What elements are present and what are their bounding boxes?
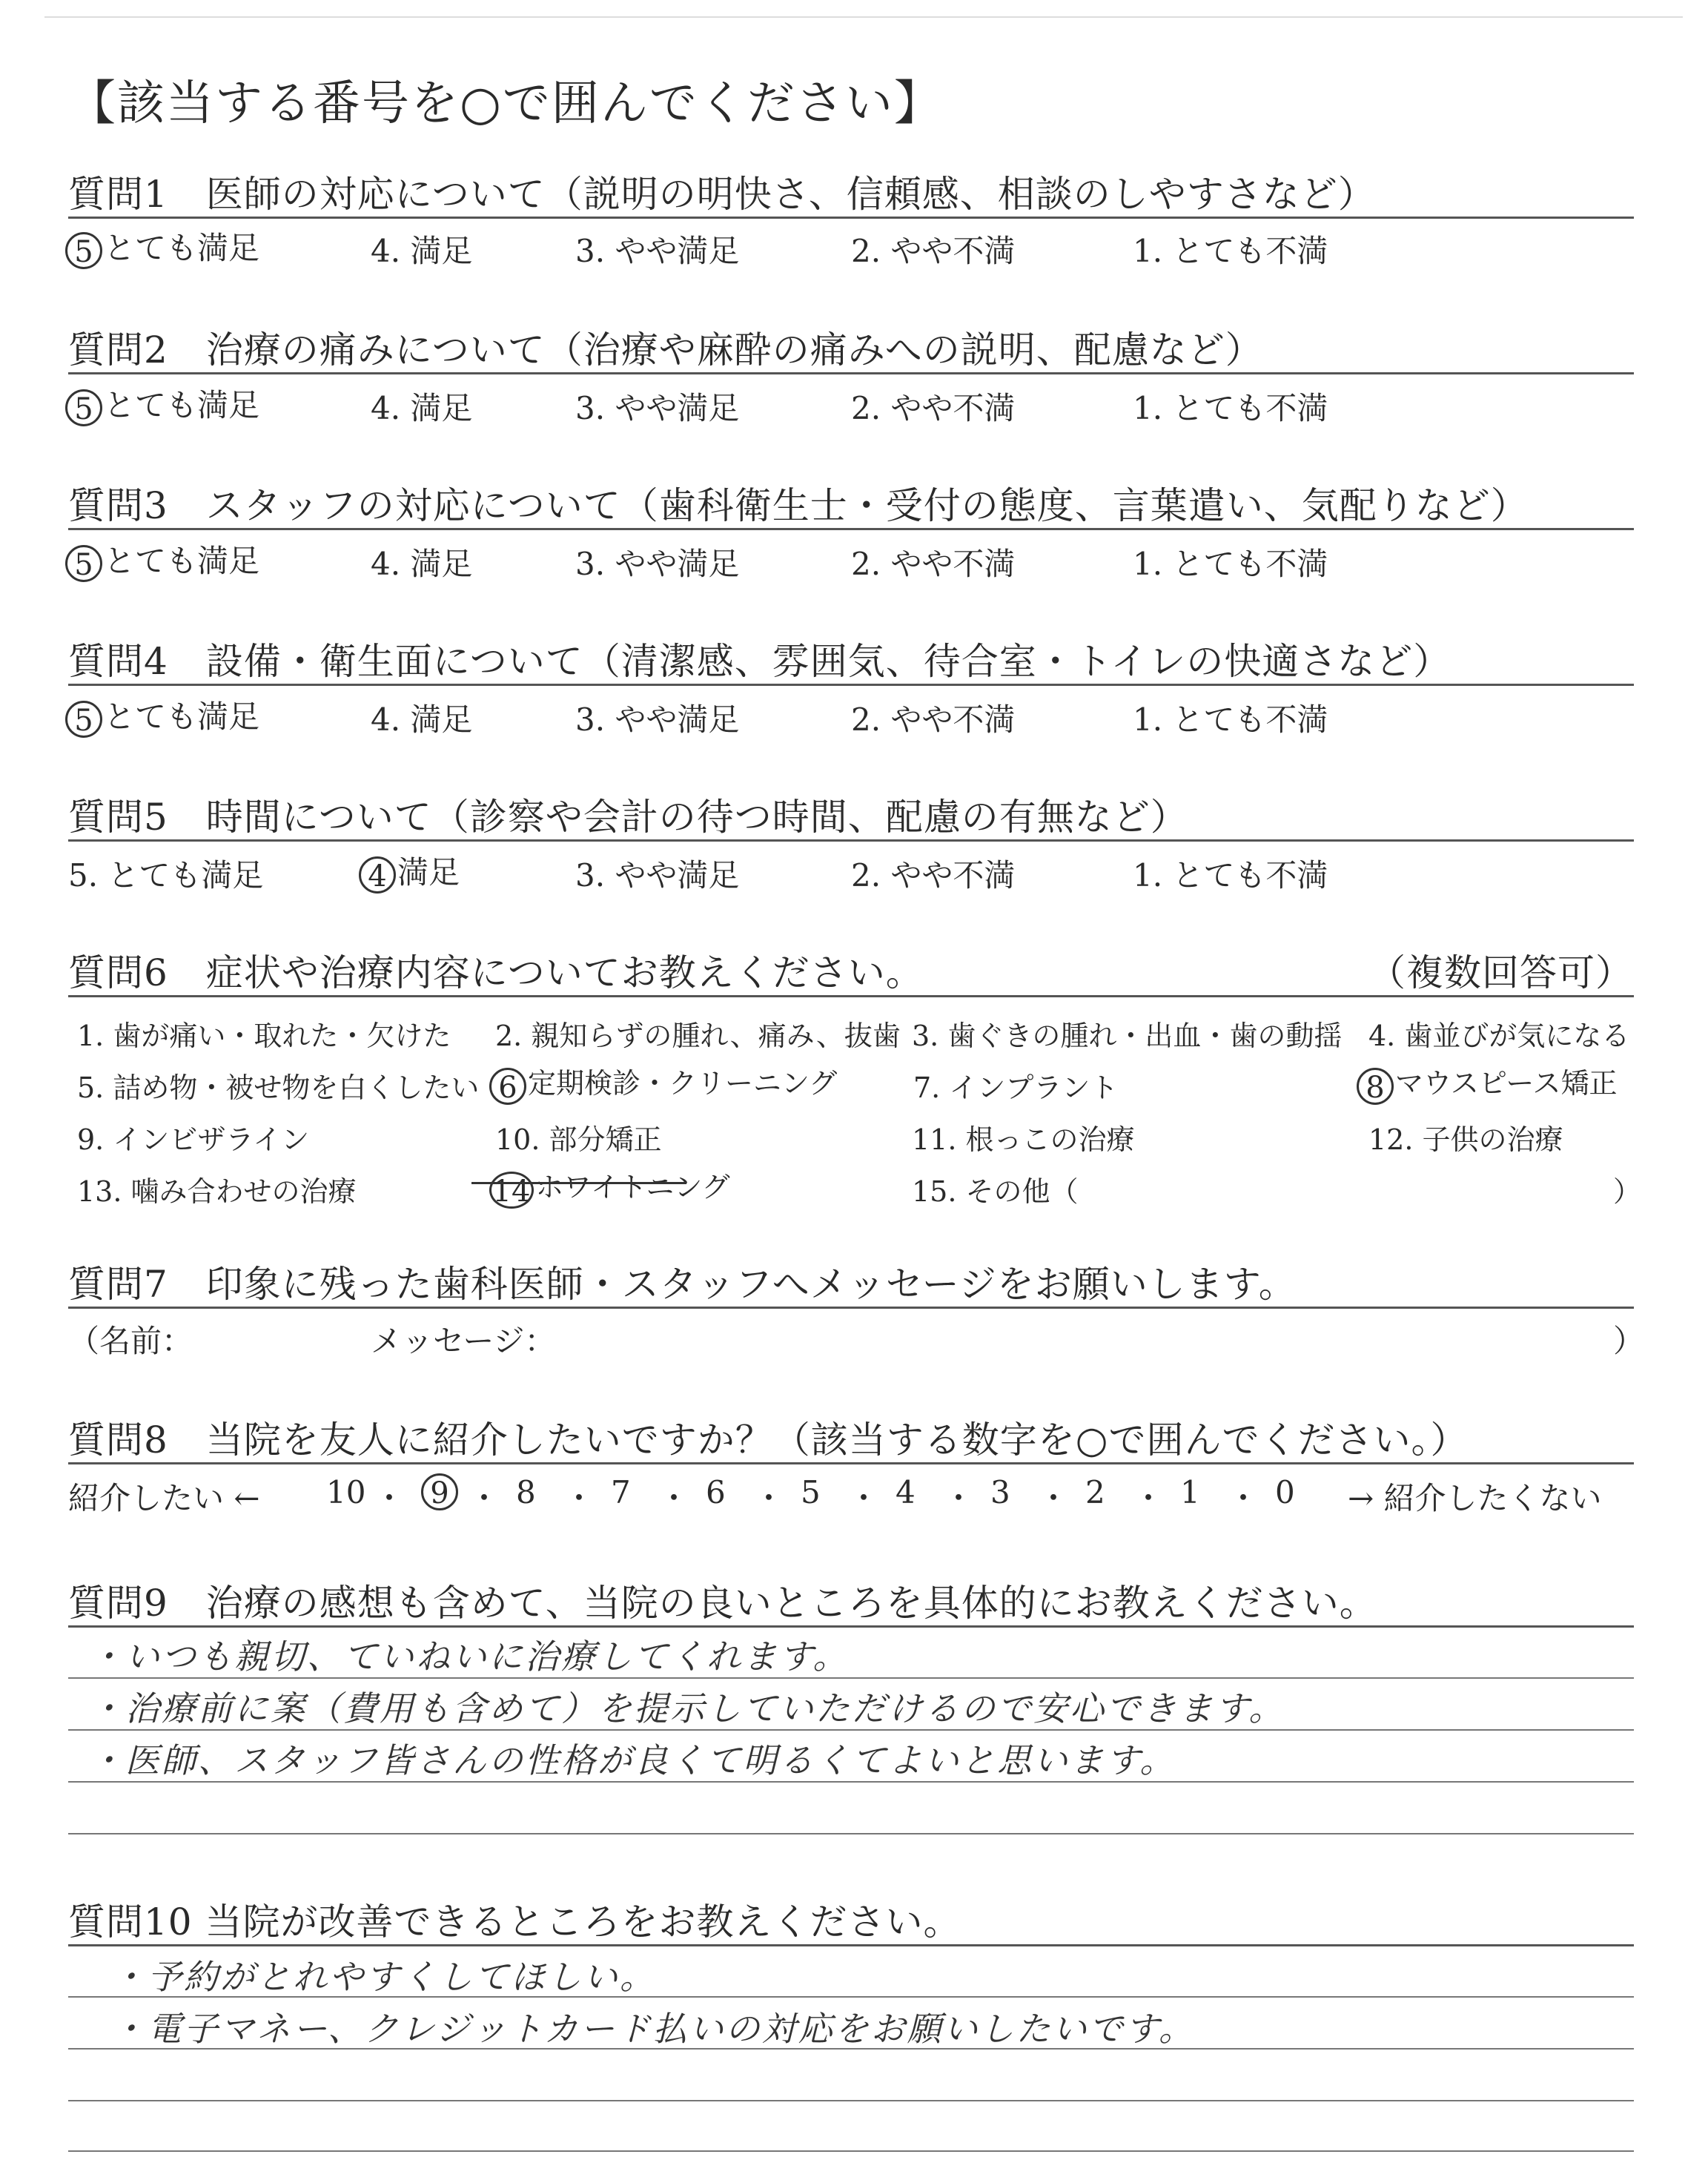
question-9-rule — [68, 1625, 1634, 1628]
question-10-rule — [68, 1944, 1634, 1946]
q8-scale-value-5[interactable]: 5 — [801, 1474, 821, 1510]
question-2-rule — [68, 372, 1634, 374]
question-4-title: 質問4 設備・衛生面について（清潔感、雰囲気、待合室・トイレの快適さなど） — [68, 640, 1452, 683]
q8-scale-separator: ・ — [469, 1480, 500, 1516]
selected-circle: 9 — [421, 1473, 458, 1510]
strikethrough-mark — [471, 1182, 686, 1184]
q9-answer-3: ・医師、スタッフ皆さんの性格が良くて明るくてよいと思います。 — [89, 1740, 1176, 1780]
q1-option-4[interactable]: 4. 満足 — [371, 233, 473, 269]
q1-option-3[interactable]: 3. やや満足 — [575, 233, 740, 269]
q8-scale-value-2[interactable]: 2 — [1085, 1474, 1105, 1510]
q8-scale-separator: ・ — [753, 1480, 785, 1516]
question-5-title: 質問5 時間について（診察や会計の待つ時間、配慮の有無など） — [68, 796, 1188, 839]
selected-circle: 14 — [489, 1172, 534, 1209]
q5-option-4[interactable] — [359, 848, 460, 894]
q8-scale-value-6[interactable]: 6 — [706, 1474, 726, 1510]
q6-option-6-label: 定期検診・クリーニング — [528, 1067, 838, 1100]
q8-scale-value-9[interactable] — [421, 1471, 460, 1510]
page-title: 【該当する番号を○で囲んでください】 — [68, 76, 943, 131]
selected-circle: 5 — [65, 389, 102, 426]
q8-scale-separator: ・ — [848, 1480, 880, 1516]
q6-option-14[interactable] — [489, 1164, 730, 1209]
q6-option-4[interactable]: 4. 歯並びが気になる — [1368, 1020, 1630, 1052]
q8-scale-separator: ・ — [943, 1480, 975, 1516]
q3-option-4[interactable]: 4. 満足 — [371, 546, 473, 582]
q8-scale-separator: ・ — [374, 1480, 406, 1516]
q9-answer-1: ・いつも親切、ていねいに治療してくれます。 — [89, 1636, 850, 1677]
q8-scale-separator: ・ — [1228, 1480, 1260, 1516]
selected-circle: 5 — [65, 232, 102, 269]
answer-line — [68, 1729, 1634, 1731]
q6-option-12[interactable]: 12. 子供の治療 — [1368, 1123, 1563, 1156]
q8-scale-separator: ・ — [1133, 1480, 1165, 1516]
q6-option-2[interactable]: 2. 親知らずの腫れ、痛み、抜歯 — [495, 1020, 901, 1052]
q10-answer-1: ・予約がとれやすくしてほしい。 — [111, 1957, 656, 1997]
q4-option-2[interactable]: 2. やや不満 — [851, 701, 1016, 738]
q8-scale-value-1[interactable]: 1 — [1180, 1474, 1200, 1510]
q3-option-5[interactable] — [65, 537, 259, 582]
q5-option-2[interactable]: 2. やや不満 — [851, 857, 1016, 894]
q5-option-3[interactable]: 3. やや満足 — [575, 857, 740, 894]
q3-option-2[interactable]: 2. やや不満 — [851, 546, 1016, 582]
selected-circle: 5 — [65, 701, 102, 738]
q7-name-label[interactable]: （名前： — [68, 1323, 193, 1359]
q6-option-7[interactable]: 7. インプラント — [913, 1071, 1119, 1104]
question-3-rule — [68, 528, 1634, 530]
q6-option-9[interactable]: 9. インビザライン — [77, 1123, 310, 1156]
q6-option-1[interactable]: 1. 歯が痛い・取れた・欠けた — [77, 1020, 451, 1052]
q6-option-14-label: ホワイトニング — [535, 1171, 730, 1203]
answer-line — [68, 1833, 1634, 1834]
q5-option-4-label: 満足 — [397, 854, 460, 891]
answer-line — [68, 2100, 1634, 2101]
q6-option-15[interactable]: 15. その他（ — [912, 1175, 1079, 1208]
question-5-rule — [68, 839, 1634, 842]
q8-scale-separator: ・ — [1038, 1480, 1070, 1516]
question-6-note: （複数回答可） — [1368, 951, 1633, 994]
question-8-title: 質問8 当院を友人に紹介したいですか？（該当する数字を○で囲んでください。） — [68, 1418, 1469, 1462]
q8-scale-value-4[interactable]: 4 — [896, 1474, 916, 1510]
answer-line — [68, 2048, 1634, 2050]
q1-option-1[interactable]: 1. とても不満 — [1133, 233, 1328, 269]
question-6-title: 質問6 症状や治療内容についてお教えください。 — [68, 951, 924, 994]
q6-option-8-label: マウスピース矯正 — [1395, 1067, 1618, 1100]
q8-scale-value-8[interactable]: 8 — [516, 1474, 536, 1510]
q2-option-2[interactable]: 2. やや不満 — [851, 390, 1016, 426]
q8-scale-value-10[interactable]: 10 — [326, 1474, 366, 1510]
question-7-rule — [68, 1307, 1634, 1309]
answer-line — [68, 1996, 1634, 1998]
q7-close-paren: ） — [1613, 1323, 1645, 1359]
q8-scale-separator: ・ — [658, 1480, 690, 1516]
selected-circle: 8 — [1357, 1068, 1394, 1105]
q3-option-1[interactable]: 1. とても不満 — [1133, 546, 1328, 582]
answer-line — [68, 1677, 1634, 1679]
q2-option-3[interactable]: 3. やや満足 — [575, 390, 740, 426]
q8-right-label: → 紹介したくない — [1348, 1480, 1602, 1516]
question-8-rule — [68, 1462, 1634, 1464]
question-6-rule — [68, 995, 1634, 997]
q4-option-3[interactable]: 3. やや満足 — [575, 701, 740, 738]
q4-option-5[interactable] — [65, 693, 259, 738]
q6-option-6[interactable] — [489, 1060, 837, 1105]
q4-option-1[interactable]: 1. とても不満 — [1133, 701, 1328, 738]
question-10-title: 質問10 当院が改善できるところをお教えください。 — [68, 1900, 961, 1943]
q7-message-label[interactable]: メッセージ： — [371, 1323, 556, 1359]
q8-scale-value-0[interactable]: 0 — [1275, 1474, 1295, 1510]
q6-option-3[interactable]: 3. 歯ぐきの腫れ・出血・歯の動揺 — [912, 1020, 1343, 1052]
q10-answer-2: ・電子マネー、クレジットカード払いの対応をお願いしたいです。 — [111, 2009, 1195, 2049]
q8-scale-value-3[interactable]: 3 — [990, 1474, 1010, 1510]
question-2-title: 質問2 治療の痛みについて（治療や麻酔の痛みへの説明、配慮など） — [68, 328, 1263, 371]
q3-option-5-label: とても満足 — [104, 543, 260, 579]
q2-option-1[interactable]: 1. とても不満 — [1133, 390, 1328, 426]
q6-option-13[interactable]: 13. 噛み合わせの治療 — [77, 1175, 357, 1208]
question-1-title: 質問1 医師の対応について（説明の明快さ、信頼感、相談のしやすさなど） — [68, 173, 1376, 216]
q3-option-3[interactable]: 3. やや満足 — [575, 546, 740, 582]
q4-option-4[interactable]: 4. 満足 — [371, 701, 473, 738]
q6-option-5[interactable]: 5. 詰め物・被せ物を白くしたい — [77, 1071, 480, 1104]
question-4-rule — [68, 684, 1634, 686]
question-9-title: 質問9 治療の感想も含めて、当院の良いところを具体的にお教えください。 — [68, 1582, 1377, 1625]
q6-option-15-close: ） — [1613, 1175, 1642, 1208]
q2-option-5[interactable] — [65, 381, 259, 426]
selected-circle: 4 — [359, 856, 396, 894]
answer-line — [68, 2150, 1634, 2152]
question-7-title: 質問7 印象に残った歯科医師・スタッフへメッセージをお願いします。 — [68, 1263, 1297, 1306]
q1-option-5[interactable] — [65, 224, 259, 269]
question-1-rule — [68, 217, 1634, 219]
question-3-title: 質問3 スタッフの対応について（歯科衛生士・受付の態度、言葉遣い、気配りなど） — [68, 484, 1529, 527]
answer-line — [68, 1781, 1634, 1783]
q5-option-5[interactable]: 5. とても満足 — [68, 857, 264, 894]
q8-scale-separator: ・ — [563, 1480, 595, 1516]
q1-option-5-label: とても満足 — [104, 230, 260, 266]
q4-option-5-label: とても満足 — [104, 698, 260, 735]
q2-option-4[interactable]: 4. 満足 — [371, 390, 473, 426]
selected-circle: 5 — [65, 545, 102, 582]
page-top-edge — [44, 16, 1683, 18]
q9-answer-2: ・治療前に案（費用も含めて）を提示していただけるので安心できます。 — [89, 1688, 1285, 1728]
q8-left-label: 紹介したい ← — [68, 1480, 260, 1516]
q6-option-10[interactable]: 10. 部分矯正 — [495, 1123, 662, 1156]
selected-circle: 6 — [489, 1068, 526, 1105]
q6-option-8[interactable] — [1357, 1060, 1617, 1105]
q2-option-5-label: とても満足 — [104, 387, 260, 423]
q5-option-1[interactable]: 1. とても不満 — [1133, 857, 1328, 894]
q6-option-11[interactable]: 11. 根っこの治療 — [912, 1123, 1135, 1156]
q8-scale-value-7[interactable]: 7 — [611, 1474, 631, 1510]
q1-option-2[interactable]: 2. やや不満 — [851, 233, 1016, 269]
